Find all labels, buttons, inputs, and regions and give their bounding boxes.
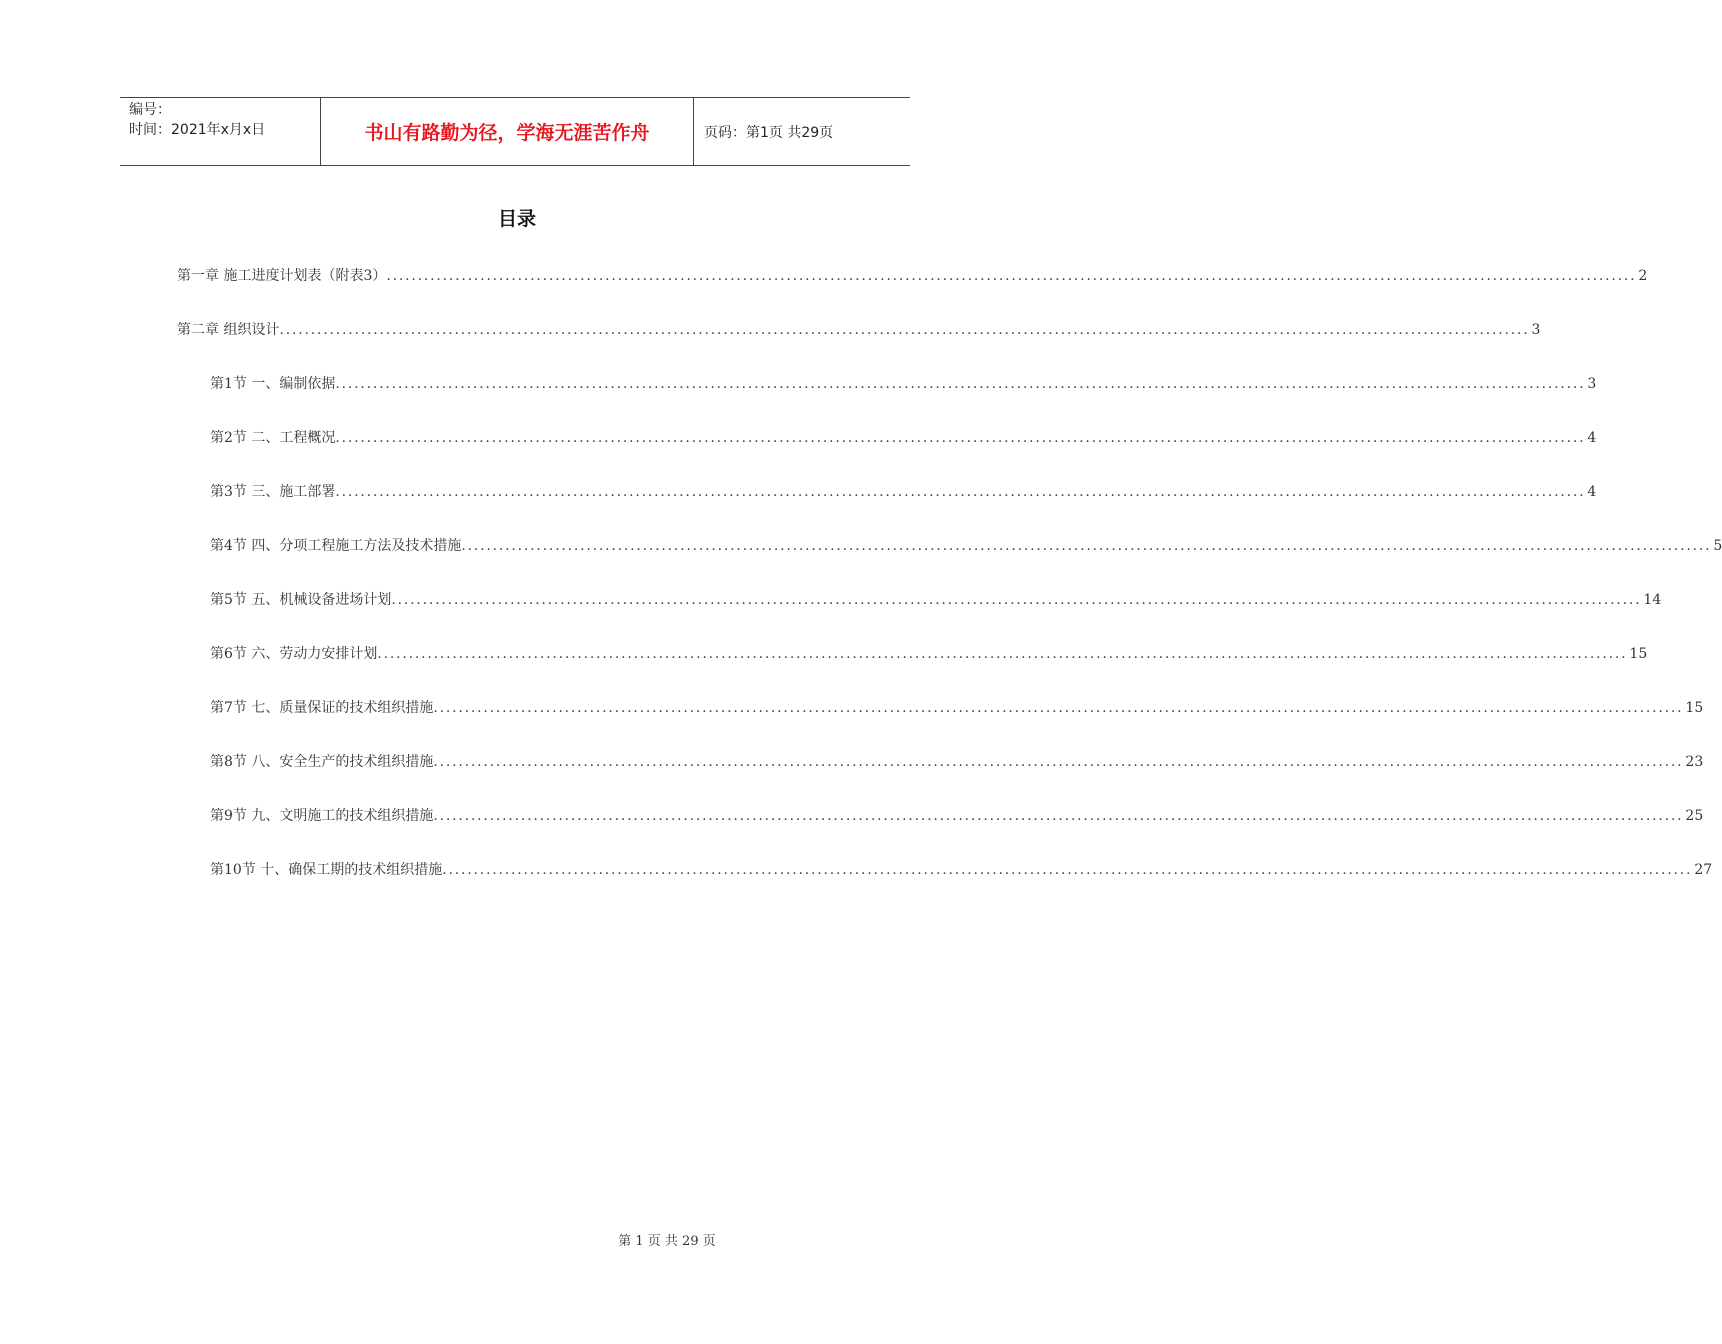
toc-leader-dots: ........................................................................................................................................................................................................ [335, 430, 1586, 446]
toc-entry-label: 第10节 十、确保工期的技术组织措施 [210, 862, 443, 878]
toc-entry-label: 第8节 八、安全生产的技术组织措施 [210, 754, 434, 770]
toc-entry[interactable] [177, 319, 1541, 339]
toc-leader-dots: ........................................................................................................................................................................................................ [386, 268, 1637, 284]
toc-entry[interactable] [210, 427, 1597, 447]
toc-entry[interactable] [210, 643, 1648, 663]
toc-entry-page: 25 [1685, 808, 1704, 824]
toc-entry-page: 5 [1713, 538, 1722, 554]
toc-entry-page: 15 [1629, 646, 1648, 662]
toc-entry[interactable] [210, 481, 1597, 501]
toc-leader-dots: ........................................................................................................................................................................................................ [391, 592, 1642, 608]
toc-entry[interactable] [210, 805, 1704, 825]
toc-entry[interactable] [210, 373, 1597, 393]
page-footer: 第 1 页 共 29 页 [618, 1234, 716, 1249]
header-page-info: 页码：第1页 共29页 [704, 124, 834, 141]
document-number-label: 编号： [129, 102, 171, 118]
toc-entry-label: 第7节 七、质量保证的技术组织措施 [210, 700, 434, 716]
toc-leader-dots: ........................................................................................................................................................................................................ [433, 808, 1684, 824]
toc-entry-label: 第6节 六、劳动力安排计划 [210, 646, 378, 662]
toc-leader-dots: ........................................................................................................................................................................................................ [335, 376, 1586, 392]
toc-entry-page: 4 [1587, 430, 1597, 446]
toc-entry-page: 4 [1587, 484, 1597, 500]
toc-entry[interactable] [177, 265, 1648, 285]
toc-entry[interactable] [210, 535, 1722, 555]
header-motto: 书山有路勤为径，学海无涯苦作舟 [321, 98, 694, 165]
toc-entry[interactable] [210, 751, 1704, 771]
toc-entry-label: 第5节 五、机械设备进场计划 [210, 592, 392, 608]
toc-title: 目录 [497, 208, 536, 230]
toc-leader-dots: ........................................................................................................................................................................................................ [433, 754, 1684, 770]
toc-entry-label: 第一章 施工进度计划表（附表3） [177, 268, 387, 284]
toc-leader-dots: ........................................................................................................................................................................................................ [335, 484, 1586, 500]
toc-entry-label: 第2节 二、工程概况 [210, 430, 336, 446]
toc-leader-dots: ........................................................................................................................................................................................................ [377, 646, 1628, 662]
toc-leader-dots: ........................................................................................................................................................................................................ [461, 538, 1712, 554]
toc-leader-dots: ........................................................................................................................................................................................................ [433, 700, 1684, 716]
document-time-label: 时间：2021年x月x日 [129, 122, 266, 138]
toc-entry-page: 27 [1694, 862, 1713, 878]
toc-entry-page: 2 [1638, 268, 1648, 284]
toc-leader-dots: ........................................................................................................................................................................................................ [442, 862, 1693, 878]
toc-entry[interactable] [210, 859, 1713, 879]
toc-entry-page: 14 [1643, 592, 1662, 608]
toc-leader-dots: ........................................................................................................................................................................................................ [279, 322, 1530, 338]
toc-entry-page: 15 [1685, 700, 1704, 716]
toc-entry[interactable] [210, 589, 1662, 609]
toc-entry-page: 23 [1685, 754, 1704, 770]
toc-entry-label: 第9节 九、文明施工的技术组织措施 [210, 808, 434, 824]
toc-entry[interactable] [210, 697, 1704, 717]
toc-entry-label: 第3节 三、施工部署 [210, 484, 336, 500]
toc-entry-label: 第二章 组织设计 [177, 322, 280, 338]
toc-entry-label: 第4节 四、分项工程施工方法及技术措施 [210, 538, 462, 554]
toc-entry-page: 3 [1587, 376, 1597, 392]
toc-entry-label: 第1节 一、编制依据 [210, 376, 336, 392]
toc-entry-page: 3 [1531, 322, 1541, 338]
